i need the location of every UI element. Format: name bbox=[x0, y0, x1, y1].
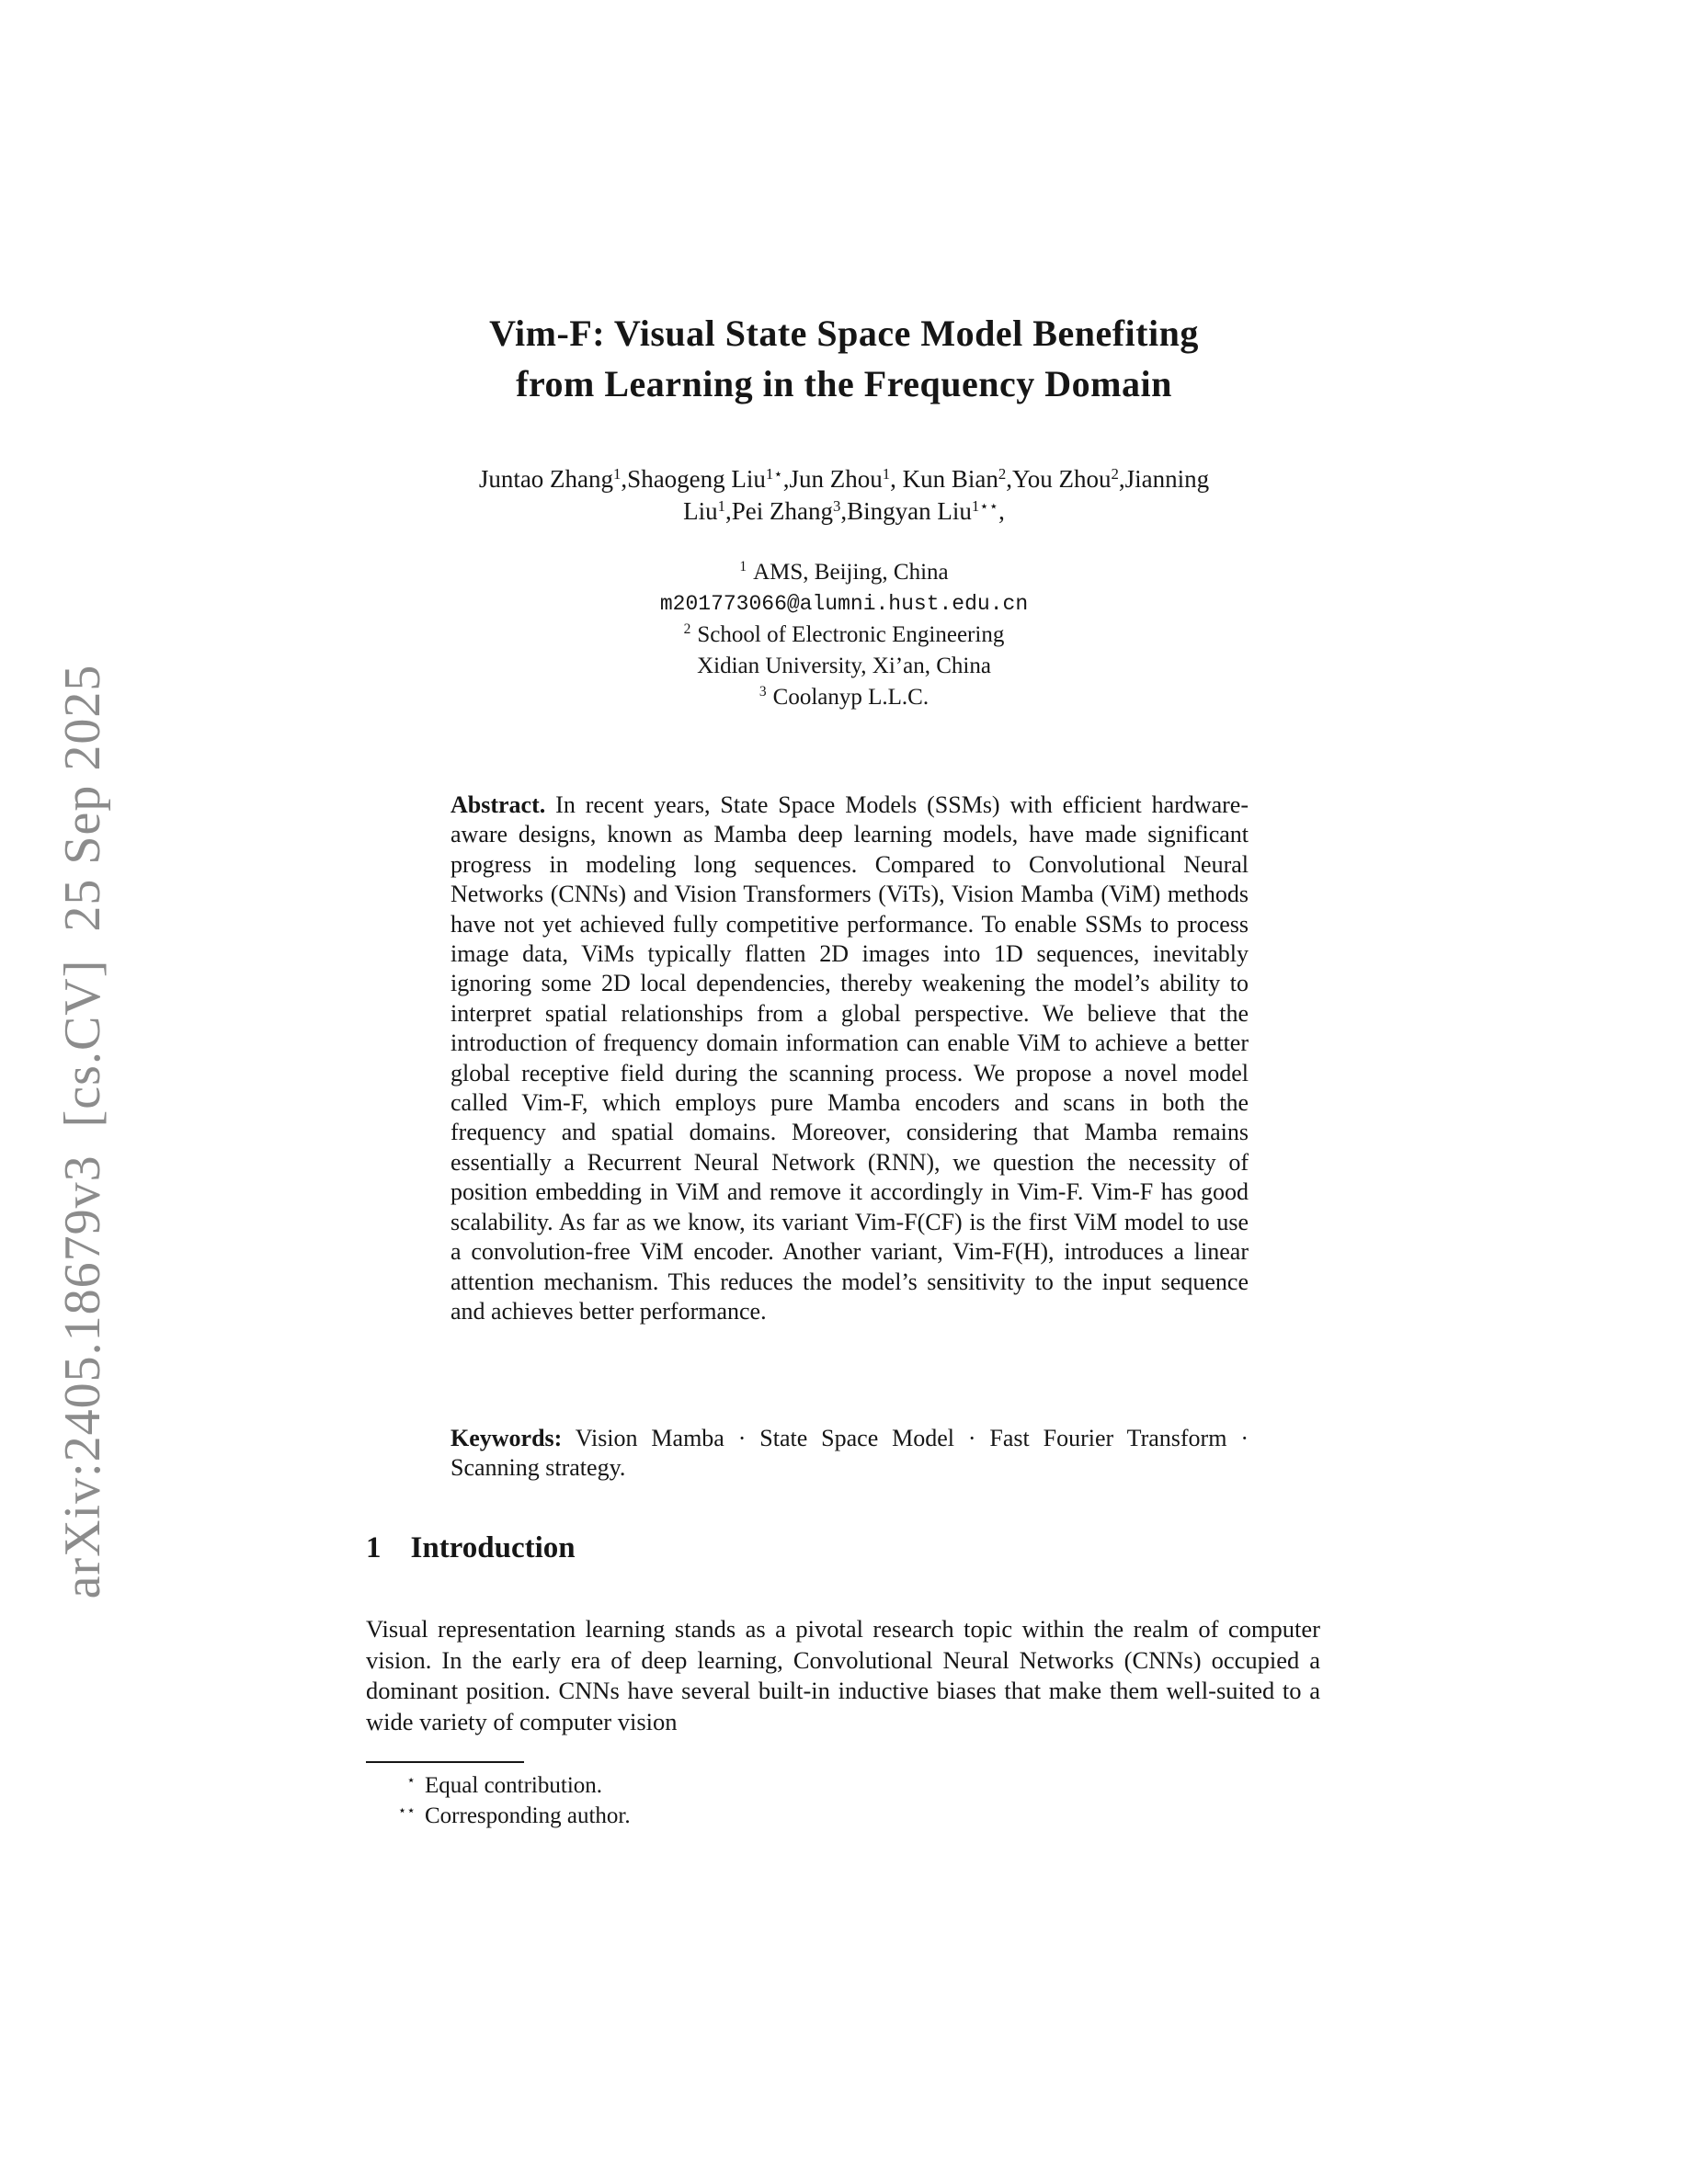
authors-block bbox=[0, 463, 1688, 528]
footnote-corresponding-author: ⋆⋆ Corresponding author. bbox=[366, 1801, 1320, 1831]
section-title: Introduction bbox=[410, 1531, 576, 1564]
affiliation-xidian-school: $^2$ School of Electronic Engineering bbox=[683, 621, 1005, 647]
author: You Zhou$^2$, bbox=[1012, 464, 1125, 493]
section-number: 1 bbox=[366, 1531, 382, 1564]
contact-email: m201773066@alumni.hust.edu.cn bbox=[659, 592, 1029, 616]
paper-title-line-2: from Learning in the Frequency Domain bbox=[516, 363, 1172, 404]
author: Jun Zhou$^1$, bbox=[789, 464, 903, 493]
arxiv-watermark: arXiv:2405.18679v3 [cs.CV] 25 Sep 2025 bbox=[54, 664, 111, 1599]
author: Jianning bbox=[1124, 465, 1210, 493]
paper-title-line-1: Vim-F: Visual State Space Model Benefiting bbox=[489, 313, 1199, 354]
section-heading-introduction bbox=[366, 1531, 576, 1565]
affiliations-block bbox=[0, 557, 1688, 713]
footnote-marker: ⋆ bbox=[406, 1772, 416, 1789]
author: Juntao Zhang$^1$, bbox=[478, 464, 628, 493]
abstract-text: In recent years, State Space Models (SSMs) with efficient hardware-aware designs, known as Mamba deep learning models, have made significant progress in modeling long sequences. Compared to Convolutional Neural Networks (CNNs) and Vision Transformers (ViTs), Vision Mamba (ViM) methods have not yet achieved fully competitive performance. To enable SSMs to process image data, ViMs typically flatten 2D images into 1D sequences, inevitably ignoring some 2D local dependencies, thereby weakening the model’s ability to interpret spatial relationships from a global perspective. We believe that the introduction of frequency domain information can enable ViM to achieve a better global receptive field during the scanning process. We propose a novel model called Vim-F, which employs pure Mamba encoders and scans in both the frequency and spatial domains. Moreover, considering that Mamba remains essentially a Recurrent Neural Network (RNN), we question the necessity of position embedding in ViM and remove it accordingly in Vim-F. Vim-F has good scalability. As far as we know, its variant Vim-F(CF) is the first ViM model to use a convolution-free ViM encoder. Another variant, Vim-F(H), introduces a linear attention mechanism. This reduces the model’s sensitivity to the input sequence and achieves better performance. bbox=[451, 791, 1249, 1325]
footnote-block bbox=[366, 1761, 1320, 1831]
intro-paragraph: Visual representation learning stands as a pivotal research topic within the realm of computer vision. In the early era of deep learning, Convolutional Neural Networks (CNNs) occupied a dominant position. CNNs have several built-in inductive biases that make them well-suited to a wide variety of computer vision bbox=[366, 1615, 1320, 1735]
keywords bbox=[451, 1424, 1249, 1484]
authors-line-1 bbox=[0, 463, 1688, 495]
abstract bbox=[451, 791, 1249, 1326]
affiliation-coolanyp: $^3$ Coolanyp L.L.C. bbox=[758, 684, 930, 710]
authors-line-2 bbox=[0, 495, 1688, 528]
author: Pei Zhang$^3$, bbox=[731, 496, 848, 525]
author: Bingyan Liu$^{1⋆⋆}$, bbox=[847, 496, 1005, 525]
author: Kun Bian$^2$, bbox=[902, 464, 1012, 493]
affiliation-xidian-city: Xidian University, Xi’an, China bbox=[697, 654, 991, 678]
affiliation-ams: $^1$ AMS, Beijing, China bbox=[739, 559, 949, 585]
abstract-label: Abstract. bbox=[451, 791, 546, 818]
keywords-label: Keywords: bbox=[451, 1425, 563, 1451]
author: Liu$^1$, bbox=[683, 496, 732, 525]
author: Shaogeng Liu$^{1⋆}$, bbox=[627, 464, 790, 493]
footnote-equal-contribution: ⋆ Equal contribution. bbox=[366, 1770, 1320, 1801]
paper-title bbox=[0, 308, 1688, 409]
footnote-rule bbox=[366, 1761, 524, 1763]
keywords-text: Vision Mamba · State Space Model · Fast Fourier Transform · Scanning strategy. bbox=[451, 1425, 1249, 1482]
footnote-marker: ⋆⋆ bbox=[397, 1803, 416, 1819]
